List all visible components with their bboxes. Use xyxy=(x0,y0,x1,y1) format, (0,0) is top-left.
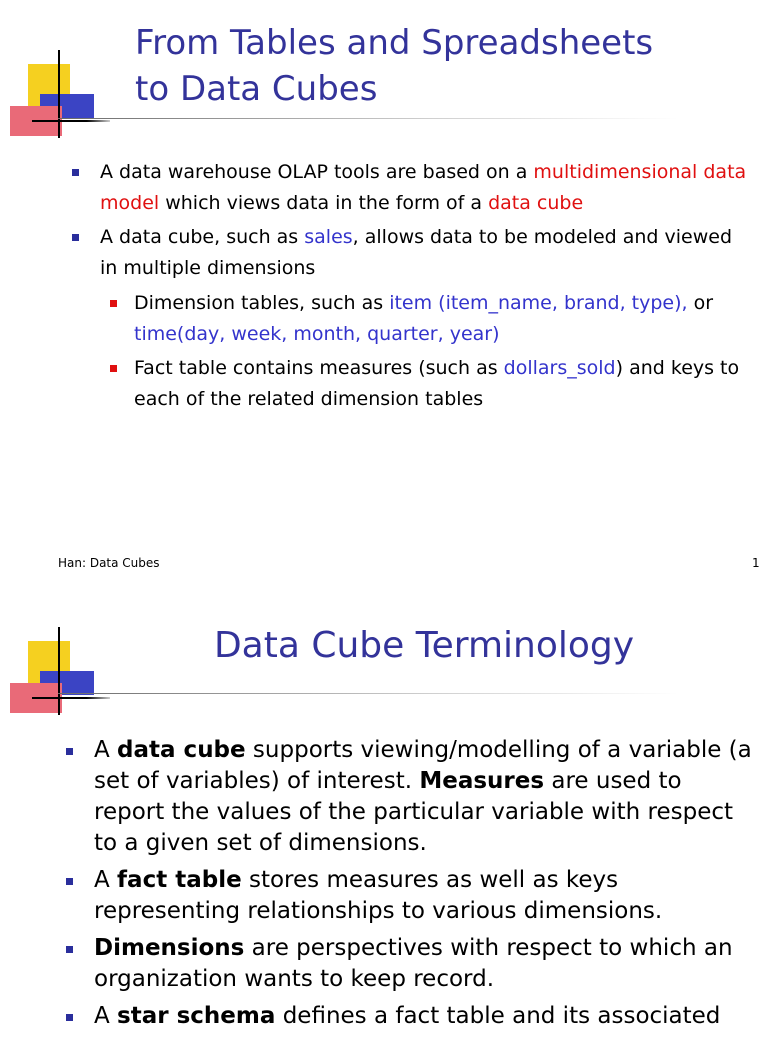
sub-list-item: Fact table contains measures (such as dollars_sold) and keys to each of the related dimension tables xyxy=(100,353,752,415)
term-text: Dimensions xyxy=(94,935,245,961)
slide-title xyxy=(135,20,653,112)
sub-bullet-list xyxy=(100,288,752,415)
list-item: A data cube supports viewing/modelling of a variable (a set of variables) of interest. Measures are used to report the values of the particular variable with respect to a given set of dimensions. xyxy=(66,735,756,859)
highlight-text: sales xyxy=(304,226,353,248)
highlight-text: data cube xyxy=(488,192,584,214)
term-text: star schema xyxy=(117,1003,276,1029)
term-text: data cube xyxy=(117,737,246,763)
title-divider xyxy=(58,693,678,694)
highlight-text: dollars_sold xyxy=(503,357,616,379)
slide-title: Data Cube Terminology xyxy=(213,625,635,666)
square-bullet-icon xyxy=(66,946,73,953)
slide-2 xyxy=(0,585,768,1029)
list-item: Dimensions are perspectives with respect to which an organization wants to keep record. xyxy=(66,933,756,995)
square-bullet-icon xyxy=(66,748,73,755)
term-text: Measures xyxy=(419,768,545,794)
list-item: A data cube, such as sales, allows data to be modeled and viewed in multiple dimensions Dimension tables, such as item (item_name, brand, type), or time(day, week, month, quarter, year) Fact table contains measures (such as dollars_sold) and keys to each of the related dimension tables xyxy=(72,222,752,415)
page-number: 1 xyxy=(752,556,760,570)
sub-list-item: Dimension tables, such as item (item_name, brand, type), or time(day, week, month, quarter, year) xyxy=(100,288,752,350)
list-item: A star schema defines a fact table and its associated xyxy=(66,1001,756,1032)
title-line-1: From Tables and Spreadsheets xyxy=(135,23,654,63)
square-bullet-icon xyxy=(66,1014,73,1021)
highlight-text: item (item_name, brand, type), xyxy=(389,292,688,314)
bullet-list xyxy=(72,157,752,418)
list-item: A fact table stores measures as well as keys representing relationships to various dimensions. xyxy=(66,865,756,927)
square-bullet-icon xyxy=(72,234,79,241)
title-line-2: to Data Cubes xyxy=(135,69,378,109)
list-item: A data warehouse OLAP tools are based on a multidimensional data model which views data in the form of a data cube xyxy=(72,157,752,219)
bullet-list xyxy=(66,735,756,1038)
highlight-text: multidimensional data model xyxy=(100,161,747,214)
title-divider xyxy=(58,118,678,119)
square-bullet-icon xyxy=(72,169,79,176)
term-text: fact table xyxy=(117,867,242,893)
highlight-text: time(day, week, month, quarter, year) xyxy=(134,323,500,345)
red-square-bullet-icon xyxy=(110,300,117,307)
footer-label: Han: Data Cubes xyxy=(58,556,160,570)
slide-logo-icon xyxy=(10,50,110,140)
red-square-bullet-icon xyxy=(110,365,117,372)
square-bullet-icon xyxy=(66,878,73,885)
